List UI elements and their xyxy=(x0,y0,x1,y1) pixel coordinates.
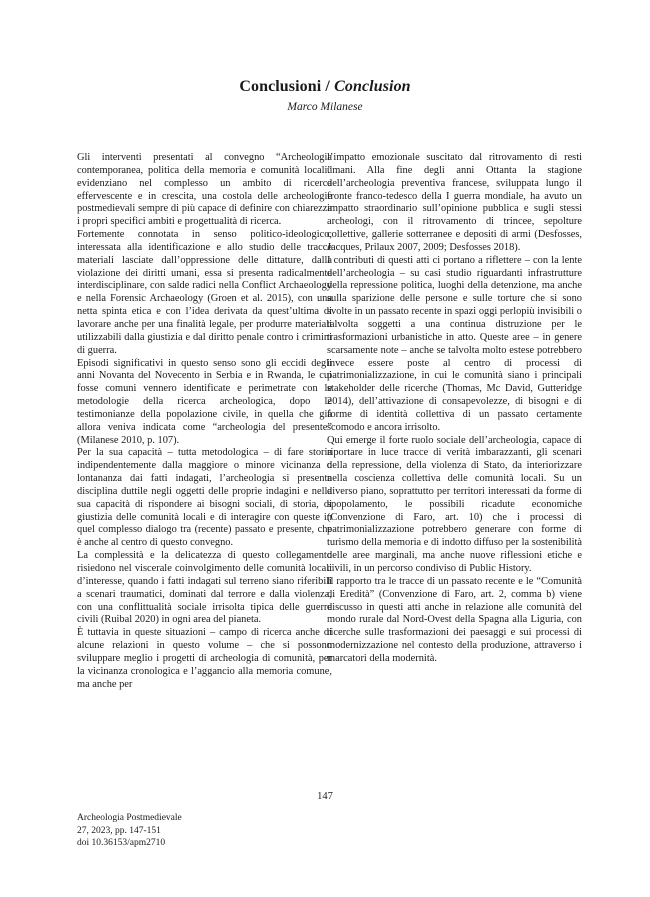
paragraph: Gli interventi presentati al convegno “Archeologia contemporanea, politica della memoria e comunità locali” evidenziano nel complesso un ambito di ricerca effervescente e in crescita, una costola delle archeologie postmedievali sempre di più capace di definire con chiarezza i propri specifici ambiti e progettualità di ricerca. xyxy=(77,152,332,228)
paragraph: I contributi di questi atti ci portano a riflettere – con la lente dell’archeologia – su casi studio riguardanti infrastrutture della repressione politica, luoghi della detenzione, ma anche sulla sparizione delle persone e sulle torture che si sono svolte in un passato recente in spazi oggi perlopiù invisibili o talvolta soggetti a una continua distruzione per le trasformazioni urbanistiche in atto. Queste aree – in genere scarsamente note – anche se talvolta molto estese potrebbero invece essere poste al centro di processi di patrimonializzazione, in cui le comunità siano i principali stakeholder delle ricerche (Thomas, Mc David, Gutteridge 2014), dell’attivazione di consapevolezze, di bisogni e di forme di identità collettiva di un passato certamente scomodo e ancora irrisolto. xyxy=(327,254,582,433)
title-english: Conclusion xyxy=(334,78,411,95)
article-title xyxy=(0,78,650,96)
journal-name: Archeologia Postmedievale xyxy=(77,813,182,823)
paragraph: Qui emerge il forte ruolo sociale dell’archeologia, capace di riportare in luce tracce di verità imbarazzanti, gli scenari della repressione, della violenza di Stato, da interiorizzare nella coscienza collettiva delle comunità locali. Su un diverso piano, soprattutto per territori interessati da forme di spopolamento, le possibili ricadute economiche (Convenzione di Faro, art. 10) che i processi di patrimonializzazione potrebbero generare con forme di turismo della memoria e di indotto diffuso per la sostenibilità delle aree marginali, ma anche nuove riflessioni etiche e civili, in un percorso condiviso di Public History. xyxy=(327,434,582,574)
paragraph: La complessità e la delicatezza di questo collegamento risiedono nel viscerale coinvolgimento delle comunità locali d’interesse, quando i fatti indagati sul terreno siano riferibili a scenari traumatici, dominati dal terrore e dalla violenza, con una conflittualità sociale irrisolta tipica delle guerre civili (Ruibal 2020) in ogni area del pianeta. xyxy=(77,550,332,626)
page-number: 147 xyxy=(317,791,333,802)
paragraph: Fortemente connotata in senso politico-ideologico, interessata alla identificazione e allo studio delle tracce materiali lasciate dall’oppressione delle dittature, dalla violazione dei diritti umani, essa si presenta radicalmente interdisciplinare, con salde radici nella Conflict Archaeology e nella Forensic Archaeology (Groen et al. 2015), con una netta spinta etica e con l’idea derivata da quest’ultima di lavorare anche per una finalità legale, per produrre materiali utilizzabili dalla giustizia e dal diritto penale contro i crimini di guerra. xyxy=(77,229,332,356)
title-italian: Conclusioni xyxy=(239,78,322,95)
paragraph: Il rapporto tra le tracce di un passato recente e le “Comunità di Eredità” (Convenzione di Faro, art. 2, comma b) viene discusso in questi atti anche in relazione alle comunità del mondo rurale dal Nord-Ovest della Spagna alla Liguria, con ricerche sulle trasformazioni dei paesaggi e sui processi di modernizzazione nel contesto della produzione, attraverso i marcatori della modernità. xyxy=(327,575,582,664)
paragraph: Episodi significativi in questo senso sono gli eccidi degli anni Novanta del Novecento in Serbia e in Rwanda, le cui fosse comuni vennero identificate e perimetrate con le metodologie della ricerca archeologica, dopo le testimonianze della popolazione civile, in quella che già allora veniva indicata come “archeologia del presente” (Milanese 2010, p. 107). xyxy=(77,357,332,446)
right-text-column xyxy=(327,152,582,666)
paragraph: È tuttavia in queste situazioni – campo di ricerca anche di alcune relazioni in questo volume – che si possono sviluppare meglio i progetti di archeologia di comunità, per la vicinanza cronologica e l’aggancio alla memoria comune, ma anche per xyxy=(77,627,332,690)
journal-doi: doi 10.36153/apm2710 xyxy=(77,838,166,848)
journal-footer xyxy=(77,812,182,850)
article-header xyxy=(0,78,650,113)
journal-citation: 27, 2023, pp. 147-151 xyxy=(77,825,161,836)
left-text-column xyxy=(77,152,332,691)
article-author: Marco Milanese xyxy=(287,101,363,113)
title-separator: / xyxy=(321,78,335,95)
paragraph: l’impatto emozionale suscitato dal ritrovamento di resti umani. Alla fine degli anni Ottanta la stagione dell’archeologia preventiva francese, sviluppata lungo il fronte franco-tedesco della I guerra mondiale, ha avuto un impatto straordinario sull’opinione pubblica e sugli stessi archeologi, con il ritrovamento di trincee, sepolture collettive, gallerie sotterranee e depositi di armi (Desfosses, Jacques, Prilaux 2007, 2009; Desfosses 2018). xyxy=(327,152,582,253)
paragraph: Per la sua capacità – tutta metodologica – di fare storia indipendentemente dalla maggiore o minore vicinanza o lontananza dai fatti indagati, l’archeologia si presenta disciplina duttile negli oggetti delle proprie indagini e nella sua capacità di rispondere ai bisogni sociali, di storia, di giustizia delle comunità locali e di interagire con queste in quel complesso dialogo tra (recente) passato e presente, che è anche al centro di questo convegno. xyxy=(77,447,332,549)
